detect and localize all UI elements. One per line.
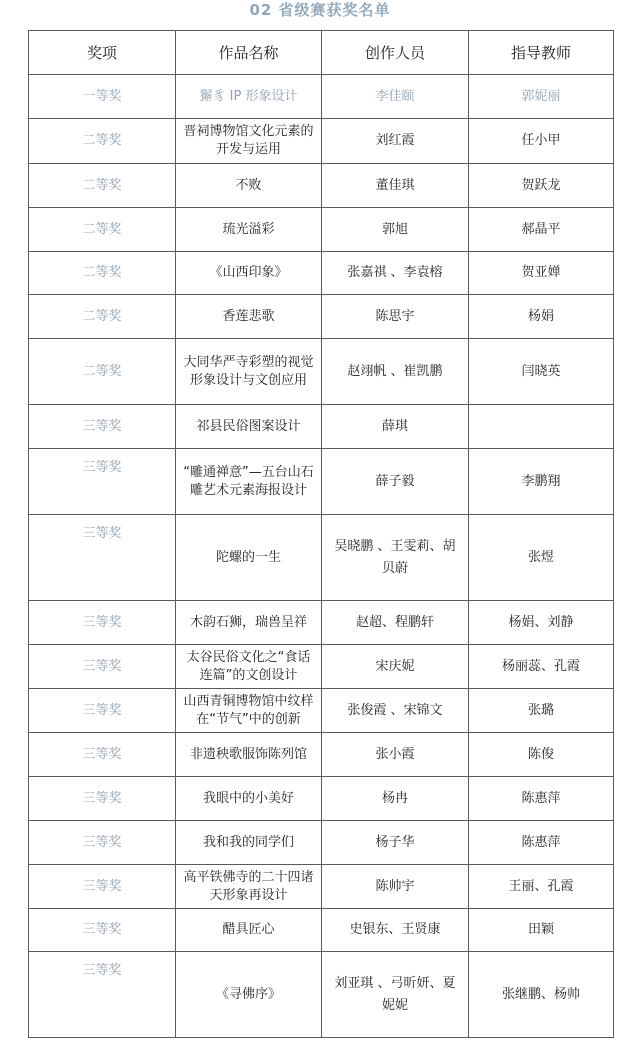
award-cell: 三等奖 — [29, 515, 176, 601]
creators-cell: 张小霞 — [322, 733, 469, 777]
creators-cell: 薛子毅 — [322, 449, 469, 515]
award-cell: 三等奖 — [29, 821, 176, 865]
page-title: 02 省级赛获奖名单 — [249, 1, 391, 19]
award-cell: 二等奖 — [29, 208, 176, 252]
award-cell: 三等奖 — [29, 601, 176, 645]
table-row — [29, 952, 614, 1038]
work-cell: 我眼中的小美好 — [176, 777, 322, 821]
teachers-cell: 贺跃龙 — [469, 164, 614, 208]
work-cell: 我和我的同学们 — [176, 821, 322, 865]
table-row — [29, 164, 614, 208]
award-cell: 三等奖 — [29, 733, 176, 777]
header-award: 奖项 — [29, 31, 176, 75]
award-cell: 三等奖 — [29, 449, 176, 515]
work-cell: 獬豸 IP 形象设计 — [176, 75, 322, 119]
creators-cell: 宋庆妮 — [322, 645, 469, 689]
creators-cell: 刘红霞 — [322, 119, 469, 164]
award-cell: 二等奖 — [29, 119, 176, 164]
table-header-row — [29, 31, 614, 75]
teachers-cell: 陈俊 — [469, 733, 614, 777]
work-cell: 高平铁佛寺的二十四诸天形象再设计 — [176, 865, 322, 909]
header-creators: 创作人员 — [322, 31, 469, 75]
creators-cell: 张俊霞 、宋锦文 — [322, 689, 469, 733]
creators-cell: 吴晓鹏 、王雯莉、胡贝蔚 — [322, 515, 469, 601]
table-row — [29, 909, 614, 952]
table-row — [29, 75, 614, 119]
teachers-cell: 郭妮丽 — [469, 75, 614, 119]
creators-cell: 张嘉祺 、李袁榕 — [322, 252, 469, 295]
creators-cell: 陈帅宇 — [322, 865, 469, 909]
teachers-cell: 张继鹏、杨帅 — [469, 952, 614, 1038]
work-cell: 《寻佛序》 — [176, 952, 322, 1038]
table-row — [29, 449, 614, 515]
teachers-cell: 闫晓英 — [469, 339, 614, 405]
table-row — [29, 821, 614, 865]
table-row — [29, 733, 614, 777]
table-row — [29, 689, 614, 733]
teachers-cell: 陈惠萍 — [469, 821, 614, 865]
teachers-cell: 王丽、孔霞 — [469, 865, 614, 909]
award-cell: 二等奖 — [29, 164, 176, 208]
table-row — [29, 645, 614, 689]
award-cell: 二等奖 — [29, 252, 176, 295]
creators-cell: 陈思宇 — [322, 295, 469, 339]
table-row — [29, 339, 614, 405]
teachers-cell: 杨娟 — [469, 295, 614, 339]
creators-cell: 杨子华 — [322, 821, 469, 865]
creators-cell: 董佳琪 — [322, 164, 469, 208]
header-work: 作品名称 — [176, 31, 322, 75]
work-cell: 醋具匠心 — [176, 909, 322, 952]
table-row — [29, 252, 614, 295]
work-cell: 《山西印象》 — [176, 252, 322, 295]
creators-cell: 郭旭 — [322, 208, 469, 252]
work-cell: 不败 — [176, 164, 322, 208]
creators-cell: 史银东、王贤康 — [322, 909, 469, 952]
award-cell: 三等奖 — [29, 777, 176, 821]
teachers-cell: 田颖 — [469, 909, 614, 952]
table-row — [29, 777, 614, 821]
work-cell: 陀螺的一生 — [176, 515, 322, 601]
teachers-cell: 杨丽蕊、孔霞 — [469, 645, 614, 689]
work-cell: 太谷民俗文化之“食话连篇”的文创设计 — [176, 645, 322, 689]
creators-cell: 赵翊帆 、崔凯鹏 — [322, 339, 469, 405]
table-row — [29, 601, 614, 645]
work-cell: 大同华严寺彩塑的视觉形象设计与文创应用 — [176, 339, 322, 405]
table-row — [29, 865, 614, 909]
teachers-cell: 杨娟、刘静 — [469, 601, 614, 645]
teachers-cell — [469, 405, 614, 449]
award-cell: 三等奖 — [29, 689, 176, 733]
table-row — [29, 208, 614, 252]
work-cell: 祁县民俗图案设计 — [176, 405, 322, 449]
teachers-cell: 张煜 — [469, 515, 614, 601]
creators-cell: 李佳颐 — [322, 75, 469, 119]
header-teachers: 指导教师 — [469, 31, 614, 75]
teachers-cell: 郝晶平 — [469, 208, 614, 252]
table-row — [29, 405, 614, 449]
award-cell: 三等奖 — [29, 909, 176, 952]
award-cell: 二等奖 — [29, 339, 176, 405]
creators-cell: 薛琪 — [322, 405, 469, 449]
teachers-cell: 任小甲 — [469, 119, 614, 164]
award-cell: 三等奖 — [29, 865, 176, 909]
award-cell: 三等奖 — [29, 952, 176, 1038]
work-cell: “雕通禅意”—五台山石雕艺术元素海报设计 — [176, 449, 322, 515]
teachers-cell: 贺亚婵 — [469, 252, 614, 295]
work-cell: 琉光溢彩 — [176, 208, 322, 252]
creators-cell: 赵超、程鹏轩 — [322, 601, 469, 645]
work-cell: 非遗秧歌服饰陈列馆 — [176, 733, 322, 777]
award-cell: 三等奖 — [29, 405, 176, 449]
work-cell: 香莲悲歌 — [176, 295, 322, 339]
work-cell: 晋祠博物馆文化元素的开发与运用 — [176, 119, 322, 164]
teachers-cell: 陈惠萍 — [469, 777, 614, 821]
award-table — [28, 30, 614, 1038]
award-cell: 三等奖 — [29, 645, 176, 689]
table-row — [29, 515, 614, 601]
award-cell: 二等奖 — [29, 295, 176, 339]
work-cell: 山西青铜博物馆中纹样在“节气”中的创新 — [176, 689, 322, 733]
teachers-cell: 李鹏翔 — [469, 449, 614, 515]
creators-cell: 杨冉 — [322, 777, 469, 821]
teachers-cell: 张璐 — [469, 689, 614, 733]
table-row — [29, 119, 614, 164]
award-cell: 一等奖 — [29, 75, 176, 119]
table-row — [29, 295, 614, 339]
work-cell: 木韵石狮，瑞兽呈祥 — [176, 601, 322, 645]
creators-cell: 刘亚琪 、弓昕妍、夏妮妮 — [322, 952, 469, 1038]
